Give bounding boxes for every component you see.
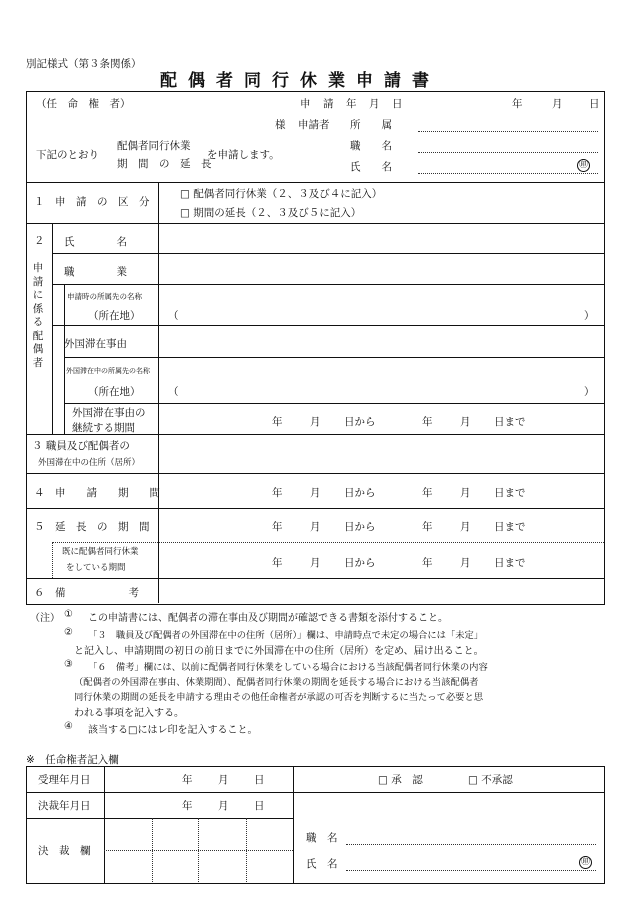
- statement-suffix: を申請します。: [207, 149, 280, 161]
- authority-position-label: 職 名: [306, 832, 338, 844]
- year-label: 年: [422, 521, 433, 533]
- approve-checkbox[interactable]: □ 承 認: [378, 774, 423, 786]
- apply-date-label: 申 請 年 月 日: [300, 98, 404, 110]
- paren-close: ）: [584, 386, 595, 398]
- year-label: 年: [422, 416, 433, 428]
- form-label: 別記様式（第３条関係）: [26, 58, 142, 70]
- sama-label: 様: [275, 119, 286, 131]
- year-label: 年: [272, 521, 283, 533]
- section2-number: ２: [34, 235, 45, 247]
- spouse-job-label: 職 業: [64, 266, 127, 278]
- location-a-label: （所在地）: [88, 310, 141, 322]
- day-to-label: 日まで: [494, 557, 526, 569]
- authority-name-label: 氏 名: [306, 858, 338, 870]
- authority-label: （任 命 権 者）: [36, 98, 131, 110]
- location-b-label: （所在地）: [88, 386, 141, 398]
- day-label: 日: [254, 800, 265, 812]
- note-2-line: 「３ 職員及び配偶者の外国滞在中の住所（居所）」欄は、申請時点で未定の場合には「未定」: [88, 630, 484, 641]
- note-3-line: われる事項を記入する。: [74, 708, 184, 719]
- year-label: 年: [182, 800, 193, 812]
- seal-mark: ㊞: [578, 160, 588, 170]
- notes-prefix: （注）: [30, 613, 60, 624]
- option-companion-leave: 配偶者同行休業: [117, 140, 191, 152]
- day-label: 日: [254, 774, 265, 786]
- day-from-label: 日から: [344, 487, 376, 499]
- note-1-mark: ①: [64, 609, 73, 620]
- duration-label-2: 継続する期間: [72, 422, 135, 434]
- month-label: 月: [460, 521, 471, 533]
- year-label: 年: [422, 557, 433, 569]
- day-to-label: 日まで: [494, 416, 526, 428]
- workplace-b-label: 外国滞在中の所属先の名称: [66, 367, 150, 375]
- section5-label: ５ 延 長 の 期 間: [34, 521, 150, 533]
- paren-open: （: [168, 386, 179, 398]
- month-label: 月: [310, 416, 321, 428]
- day-to-label: 日まで: [494, 487, 526, 499]
- section3-label-1: ３ 職員及び配偶者の: [32, 440, 130, 452]
- note-4-mark: ④: [64, 721, 73, 732]
- received-label: 受理年月日: [38, 774, 91, 786]
- note-3-mark: ③: [64, 659, 73, 670]
- section1-label: １ 申 請 の 区 分: [34, 196, 150, 208]
- note-2-line: と記入し、申請期間の初日の前日までに外国滞在中の住所（居所）を定め、届け出ること。: [74, 646, 484, 657]
- day-from-label: 日から: [344, 521, 376, 533]
- month-label: 月: [310, 521, 321, 533]
- statement-prefix: 下記のとおり: [36, 149, 99, 161]
- year-label: 年: [182, 774, 193, 786]
- note-2-mark: ②: [64, 627, 73, 638]
- note-3-line: （配偶者の外国滞在事由、休業期間）、配偶者同行休業の期間を延長する場合における当該配偶者: [74, 677, 479, 688]
- section2-vertical-label: 申 請 に 係 る 配 偶 者: [32, 262, 44, 369]
- workplace-a-label: 申請時の所属先の名称: [67, 292, 142, 301]
- month-label: 月: [310, 487, 321, 499]
- choice-extension[interactable]: □ 期間の延長（２、３及び５に記入）: [180, 207, 362, 219]
- name-label: 氏 名: [350, 161, 392, 173]
- approval-label: 決 裁 欄: [38, 845, 91, 857]
- decided-label: 決裁年月日: [38, 800, 91, 812]
- day-from-label: 日から: [344, 557, 376, 569]
- applicant-label: 申請者: [298, 119, 330, 131]
- authority-name-field[interactable]: [346, 870, 596, 871]
- duration-label-1: 外国滞在事由の: [72, 407, 146, 419]
- authority-seal-mark: ㊞: [580, 857, 590, 867]
- affiliation-label: 所 属: [350, 119, 392, 131]
- authority-heading: ※ 任命権者記入欄: [26, 754, 119, 766]
- month-label: 月: [460, 487, 471, 499]
- month-label: 月: [460, 557, 471, 569]
- affiliation-field[interactable]: [418, 131, 598, 132]
- day-to-label: 日まで: [494, 521, 526, 533]
- reason-label: 外国滞在事由: [64, 338, 127, 350]
- note-1-line: この申請書には、配偶者の滞在事由及び期間が確認できる書類を添付すること。: [88, 613, 448, 624]
- already-label-2: をしている期間: [66, 563, 126, 573]
- apply-month: 月: [552, 98, 563, 110]
- section4-label: ４ 申 請 期 間: [34, 487, 160, 499]
- spouse-name-label: 氏 名: [64, 236, 127, 248]
- position-label: 職 名: [350, 140, 392, 152]
- paren-close: ）: [584, 310, 595, 322]
- page-title: 配偶者同行休業申請書: [160, 71, 440, 91]
- paren-open: （: [168, 310, 179, 322]
- section3-label-2: 外国滞在中の住所（居所）: [38, 458, 141, 468]
- month-label: 月: [218, 774, 229, 786]
- note-3-line: 「６ 備考」欄には、以前に配偶者同行休業をしている場合における当該配偶者同行休業の内容: [88, 662, 488, 673]
- month-label: 月: [460, 416, 471, 428]
- note-3-line: 同行休業の期間の延長を申請する理由その他任命権者が承認の可否を判断するに当たって必要と思: [74, 692, 484, 703]
- option-extension: 期 間 の 延 長: [117, 158, 212, 170]
- name-field[interactable]: [418, 173, 598, 174]
- apply-year: 年: [512, 98, 523, 110]
- choice-companion-leave[interactable]: □ 配偶者同行休業（２、３及び４に記入）: [180, 188, 383, 200]
- reject-checkbox[interactable]: □ 不承認: [468, 774, 513, 786]
- apply-day: 日: [589, 98, 600, 110]
- already-label-1: 既に配偶者同行休業: [62, 547, 139, 557]
- position-field[interactable]: [418, 152, 598, 153]
- year-label: 年: [272, 487, 283, 499]
- authority-position-field[interactable]: [346, 844, 596, 845]
- year-label: 年: [272, 416, 283, 428]
- month-label: 月: [218, 800, 229, 812]
- year-label: 年: [272, 557, 283, 569]
- year-label: 年: [422, 487, 433, 499]
- note-4-line: 該当する□にはレ印を記入すること。: [88, 725, 258, 736]
- day-from-label: 日から: [344, 416, 376, 428]
- section6-label: ６ 備 考: [34, 587, 139, 599]
- month-label: 月: [310, 557, 321, 569]
